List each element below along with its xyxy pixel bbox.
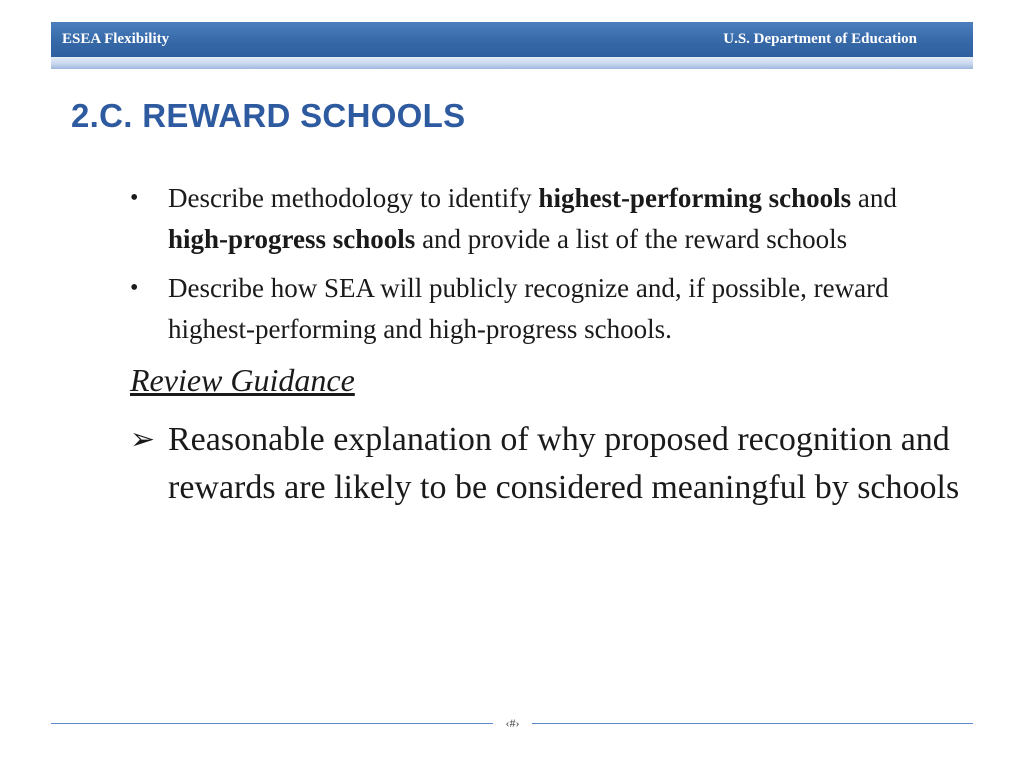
slide-header-bar (51, 22, 973, 57)
bullet-item (130, 178, 960, 260)
slide-title: 2.C. REWARD SCHOOLS (71, 97, 466, 134)
guidance-item (130, 416, 960, 512)
bullet-text-bold: highest-performing schools (538, 183, 852, 213)
bullet-text-part: Describe methodology to identify (168, 183, 539, 213)
header-department-name: U.S. Department of Education (723, 31, 917, 47)
bullet-item (130, 268, 960, 350)
footer-divider-right (532, 723, 973, 724)
guidance-item-text: Reasonable explanation of why proposed recognition and rewards are likely to be considered meaningful by schools (168, 421, 960, 506)
bullet-text-bold: high-progress schools (168, 224, 416, 254)
header-program-name: ESEA Flexibility (62, 31, 170, 47)
footer-page-number: ‹#› (505, 716, 520, 730)
bullet-text-part: and (851, 183, 897, 213)
header-stripe (51, 57, 973, 69)
bullet-dot-icon: • (130, 275, 139, 301)
arrow-bullet-icon: ➢ (130, 423, 156, 456)
bullet-text-part: Describe how SEA will publicly recognize and, if possible, reward highest-performing and high-progress schools. (168, 273, 889, 344)
footer-divider-left (51, 723, 493, 724)
review-guidance-heading: Review Guidance (130, 362, 355, 398)
slide-content (130, 178, 960, 512)
bullet-dot-icon: • (130, 185, 139, 211)
bullet-text-part: and provide a list of the reward schools (415, 224, 848, 254)
